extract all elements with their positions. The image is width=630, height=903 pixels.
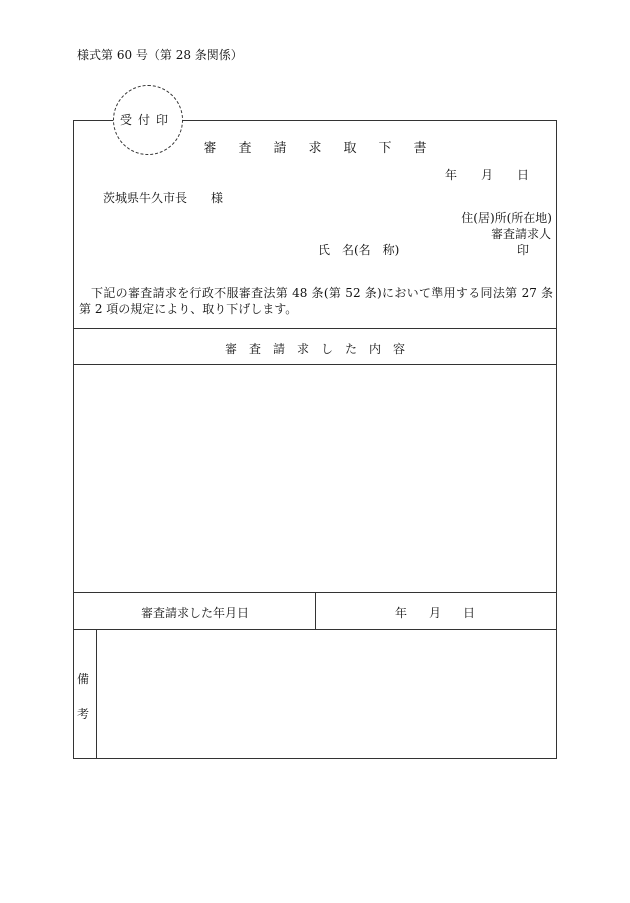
request-date-day: 日 (463, 606, 476, 620)
address-label: 住(居)所(所在地) (461, 211, 552, 225)
submission-date (445, 166, 529, 183)
date-year-label: 年 (445, 168, 458, 182)
divider-remarks-top (73, 629, 557, 630)
date-day-label: 日 (517, 168, 530, 182)
divider-remarks-label (96, 629, 97, 759)
request-date-year: 年 (395, 606, 408, 620)
seal-mark: 印 (517, 243, 530, 257)
content-section-heading: 審査請求した内容 (224, 342, 417, 356)
name-label: 氏 名(名 称) (318, 243, 400, 257)
form-number: 様式第 60 号（第 28 条関係） (77, 48, 243, 62)
addressee: 茨城県牛久市長 様 (103, 191, 224, 205)
withdrawal-statement: 下記の審査請求を行政不服審査法第 48 条(第 52 条)において準用する同法第 27 条第 2 項の規定により、取り下げします。 (79, 286, 553, 316)
request-date-month: 月 (429, 606, 442, 620)
request-date-value (395, 604, 475, 621)
divider-content-heading (73, 364, 557, 365)
claimant-label: 審査請求人 (490, 227, 551, 241)
reception-stamp-label: 受付印 (120, 113, 175, 127)
date-month-label: 月 (481, 168, 494, 182)
document-title: 審査請求取下書 (203, 141, 449, 156)
divider-content-top (73, 328, 557, 329)
divider-date-row-middle (315, 592, 316, 629)
request-date-label: 審査請求した年月日 (141, 606, 250, 620)
remarks-label-char1: 備 (77, 672, 90, 686)
remarks-label-char2: 考 (77, 707, 90, 721)
